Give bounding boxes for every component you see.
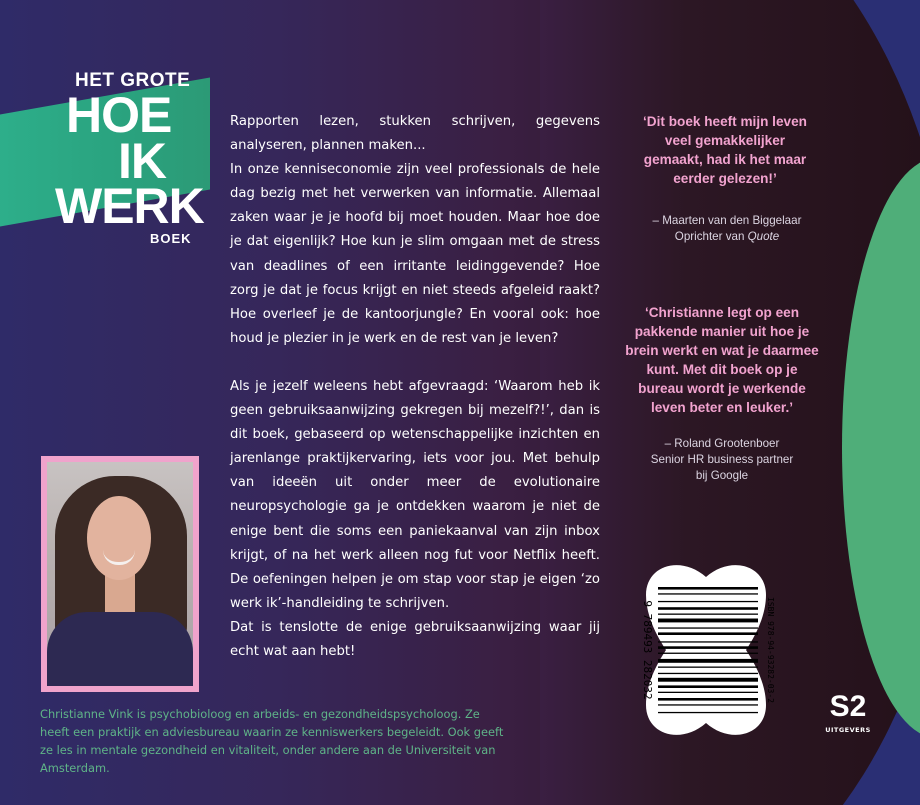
barcode-bar	[658, 646, 758, 649]
barcode-bar	[658, 601, 758, 602]
barcode-bar	[658, 607, 758, 610]
review-author-2: – Roland Grootenboer	[664, 437, 780, 450]
logo-word-hoe: HOE	[66, 87, 172, 143]
heart-shape	[646, 565, 766, 735]
review-quote-2: ‘Christianne legt op een pakkende manier uit hoe je brein werkt en wat je daarmee kunt. Met dit boek op je bureau wordt je werkende leven beter en leuker.’	[625, 305, 819, 415]
publisher-mark: S2	[829, 690, 867, 723]
barcode-bar	[658, 659, 758, 663]
barcode-bar	[658, 632, 758, 635]
author-bio: Christianne Vink is psychobioloog en arbeids- en gezondheidspsycholoog. Ze heeft een praktijk en adviesbureau waarin ze kenniswerkers begeleidt. Ook geeft ze les in mentale gezondheid en vitaliteit, onder andere aan de Universiteit van Amsterdam.	[40, 707, 504, 775]
logo-bottom-text: BOEK	[150, 231, 192, 246]
review-role-2-line-1: Senior HR business partner	[650, 453, 794, 466]
blurb-paragraph-1: Rapporten lezen, stukken schrijven, gegevens analyseren, plannen maken...	[230, 114, 600, 154]
review-role-1-prefix: Oprichter van	[674, 230, 748, 243]
review-attribution-1	[622, 213, 832, 245]
barcode-isbn: ISBN 978-94-93282-03-2	[766, 597, 775, 703]
review-role-2-line-2: bij Google	[695, 469, 749, 482]
author-photo	[47, 462, 193, 686]
publisher-name: UITGEVERS	[825, 726, 871, 734]
review-author-1: – Maarten van den Biggelaar	[652, 214, 802, 227]
barcode-bar	[658, 698, 758, 701]
barcode-bar	[658, 627, 758, 628]
barcode-bar	[658, 614, 758, 615]
photo-shirt	[47, 612, 193, 686]
barcode-bar	[658, 587, 758, 590]
barcode-bar	[658, 712, 758, 713]
blurb-text	[230, 110, 600, 664]
barcode-bar	[658, 673, 758, 674]
barcode-digits: 9 789493 282032	[641, 600, 654, 700]
barcode-bar	[658, 641, 758, 642]
barcode-bar	[658, 678, 758, 682]
heart-barcode-icon	[618, 555, 793, 745]
barcode-bar	[658, 593, 758, 594]
barcode-bar	[658, 653, 758, 654]
blurb-paragraph-2: In onze kenniseconomie zijn veel professionals de hele dag bezig met het verwerken van informatie. Allemaal zaken waar je je hoofd bij moet houden. Maar hoe doe je dat eigenlijk? Hoe kun je slim omgaan met de stress van deadlines of een irritante leidinggevende? Hoe zorg je dat je focus krijgt en niet steeds afgeleid raakt? Hoe overleef je de kantoorjungle? En vooral ook: hoe houd je plezier in je werk en de rest van je leven?	[230, 162, 600, 346]
photo-face	[87, 496, 151, 580]
blurb-paragraph-4: Dat is tenslotte de enige gebruiksaanwijzing waar jij echt wat aan hebt!	[230, 619, 600, 659]
review-role-1-magazine: Quote	[747, 230, 780, 243]
barcode-bar	[658, 667, 758, 668]
barcode-bar	[658, 704, 758, 705]
barcode-bar	[658, 619, 758, 623]
logo-word-ik: IK	[118, 133, 166, 189]
publisher-logo	[820, 690, 876, 734]
review-role-1	[622, 229, 832, 245]
blurb-paragraph-3: Als je jezelf weleens hebt afgevraagd: ‘Waarom heb ik geen gebruiksaanwijzing gekregen bij mezelf?!’, dan is dit boek, gebaseerd op wetenschappelijke inzichten en jarenlange praktijkervaring, iets voor jou. Met behulp van ideeën uit onder meer de evolutionaire neuropsychologie ga je ontdekken waarom je niet de enige bent die soms een paniekaanval van zijn inbox krijgt, of na het werk alleen nog fut voor Netflix heeft. De oefeningen helpen je om stap voor stap je eigen ‘zo werk ik’-handleiding te schrijven.	[230, 378, 600, 611]
review-attribution-2	[622, 436, 822, 484]
barcode-bar	[658, 685, 758, 688]
logo-top-text: HET GROTE	[75, 70, 191, 91]
barcode-bar	[658, 692, 758, 693]
logo-word-werk: WERK	[55, 178, 204, 234]
review-quote-1: ‘Dit boek heeft mijn leven veel gemakkelijker gemaakt, had ik het maar eerder gelezen!’	[643, 114, 807, 186]
